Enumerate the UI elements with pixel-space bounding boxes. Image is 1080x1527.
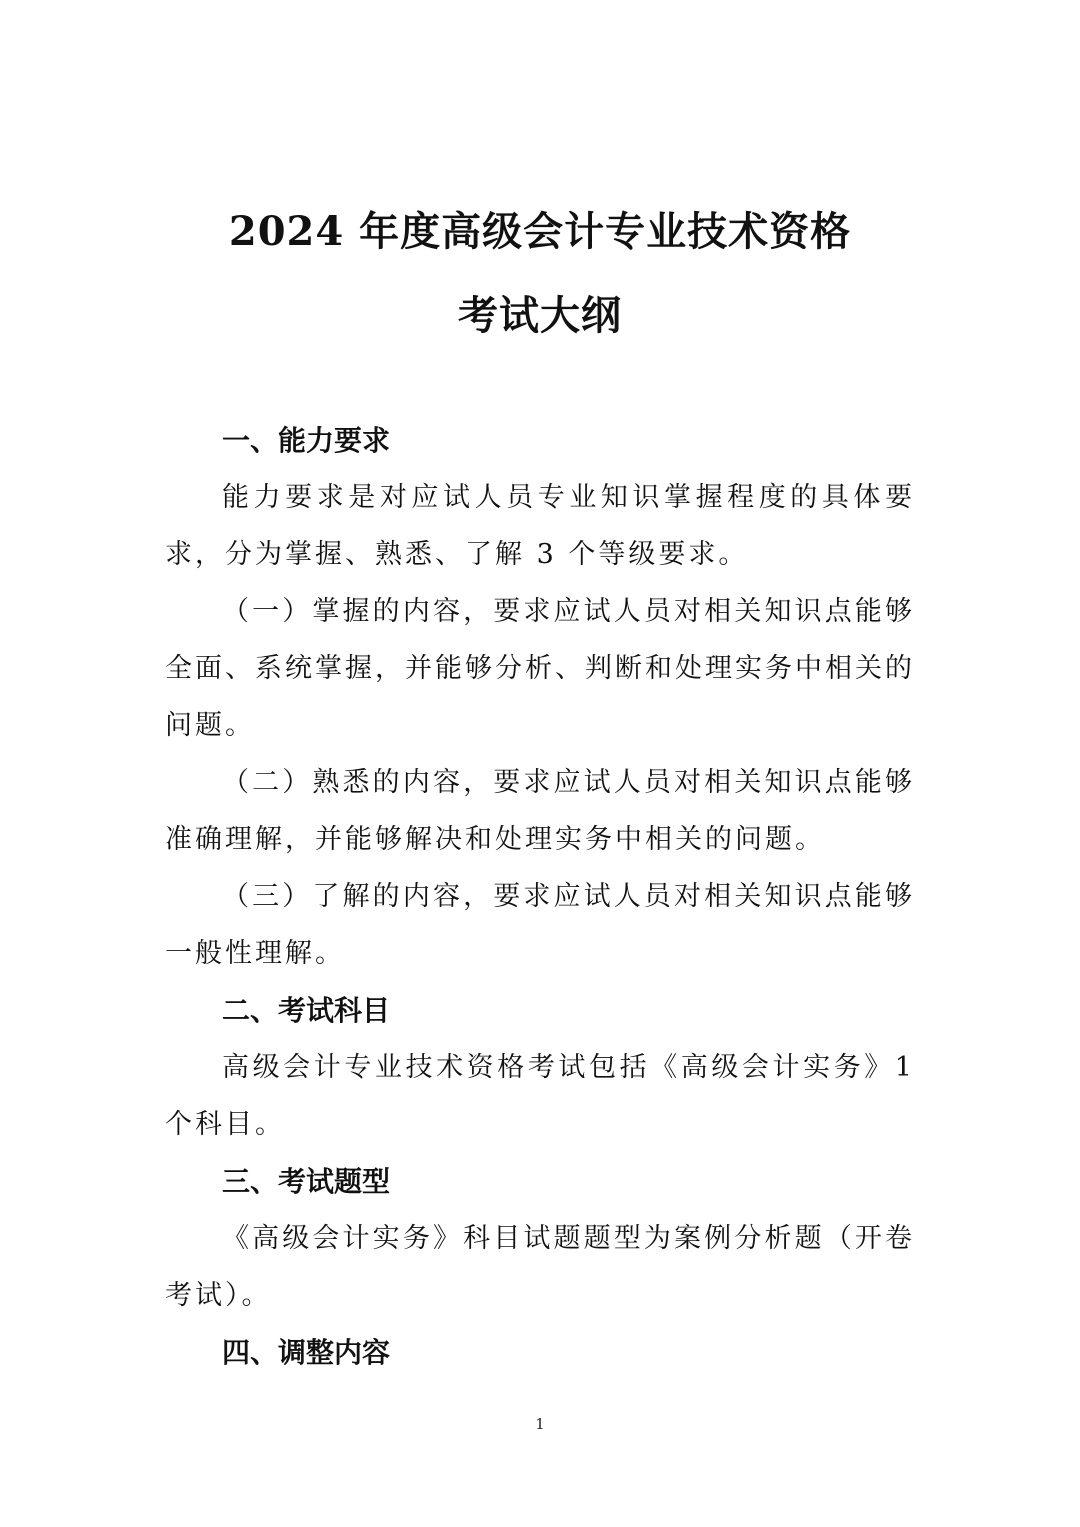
paragraph: 能力要求是对应试人员专业知识掌握程度的具体要求，分为掌握、熟悉、了解 3 个等级要求。 (165, 482, 915, 570)
document-title-line1: 2024 年度高级会计专业技术资格 (228, 208, 852, 255)
section-heading: 四、调整内容 (222, 1336, 391, 1369)
paragraph: （二）熟悉的内容，要求应试人员对相关知识点能够准确理解，并能够解决和处理实务中相关的问题。 (165, 767, 915, 855)
section-question-types (165, 1153, 915, 1324)
document-body (165, 412, 915, 1381)
section-heading: 二、考试科目 (222, 994, 391, 1027)
paragraph: （一）掌握的内容，要求应试人员对相关知识点能够全面、系统掌握，并能够分析、判断和处理实务中相关的问题。 (165, 596, 915, 741)
paragraph: 《高级会计实务》科目试题题型为案例分析题（开卷考试）。 (165, 1223, 915, 1311)
section-exam-subjects (165, 982, 915, 1153)
section-heading: 三、考试题型 (222, 1165, 391, 1198)
document-title-line2: 考试大纲 (458, 292, 622, 339)
paragraph: 高级会计专业技术资格考试包括《高级会计实务》1 个科目。 (165, 1052, 915, 1140)
section-heading: 一、能力要求 (222, 424, 391, 457)
page-number: 1 (535, 1415, 545, 1433)
section-adjusted-content (165, 1324, 915, 1381)
section-ability-requirements (165, 412, 915, 982)
paragraph: （三）了解的内容，要求应试人员对相关知识点能够一般性理解。 (165, 881, 915, 969)
